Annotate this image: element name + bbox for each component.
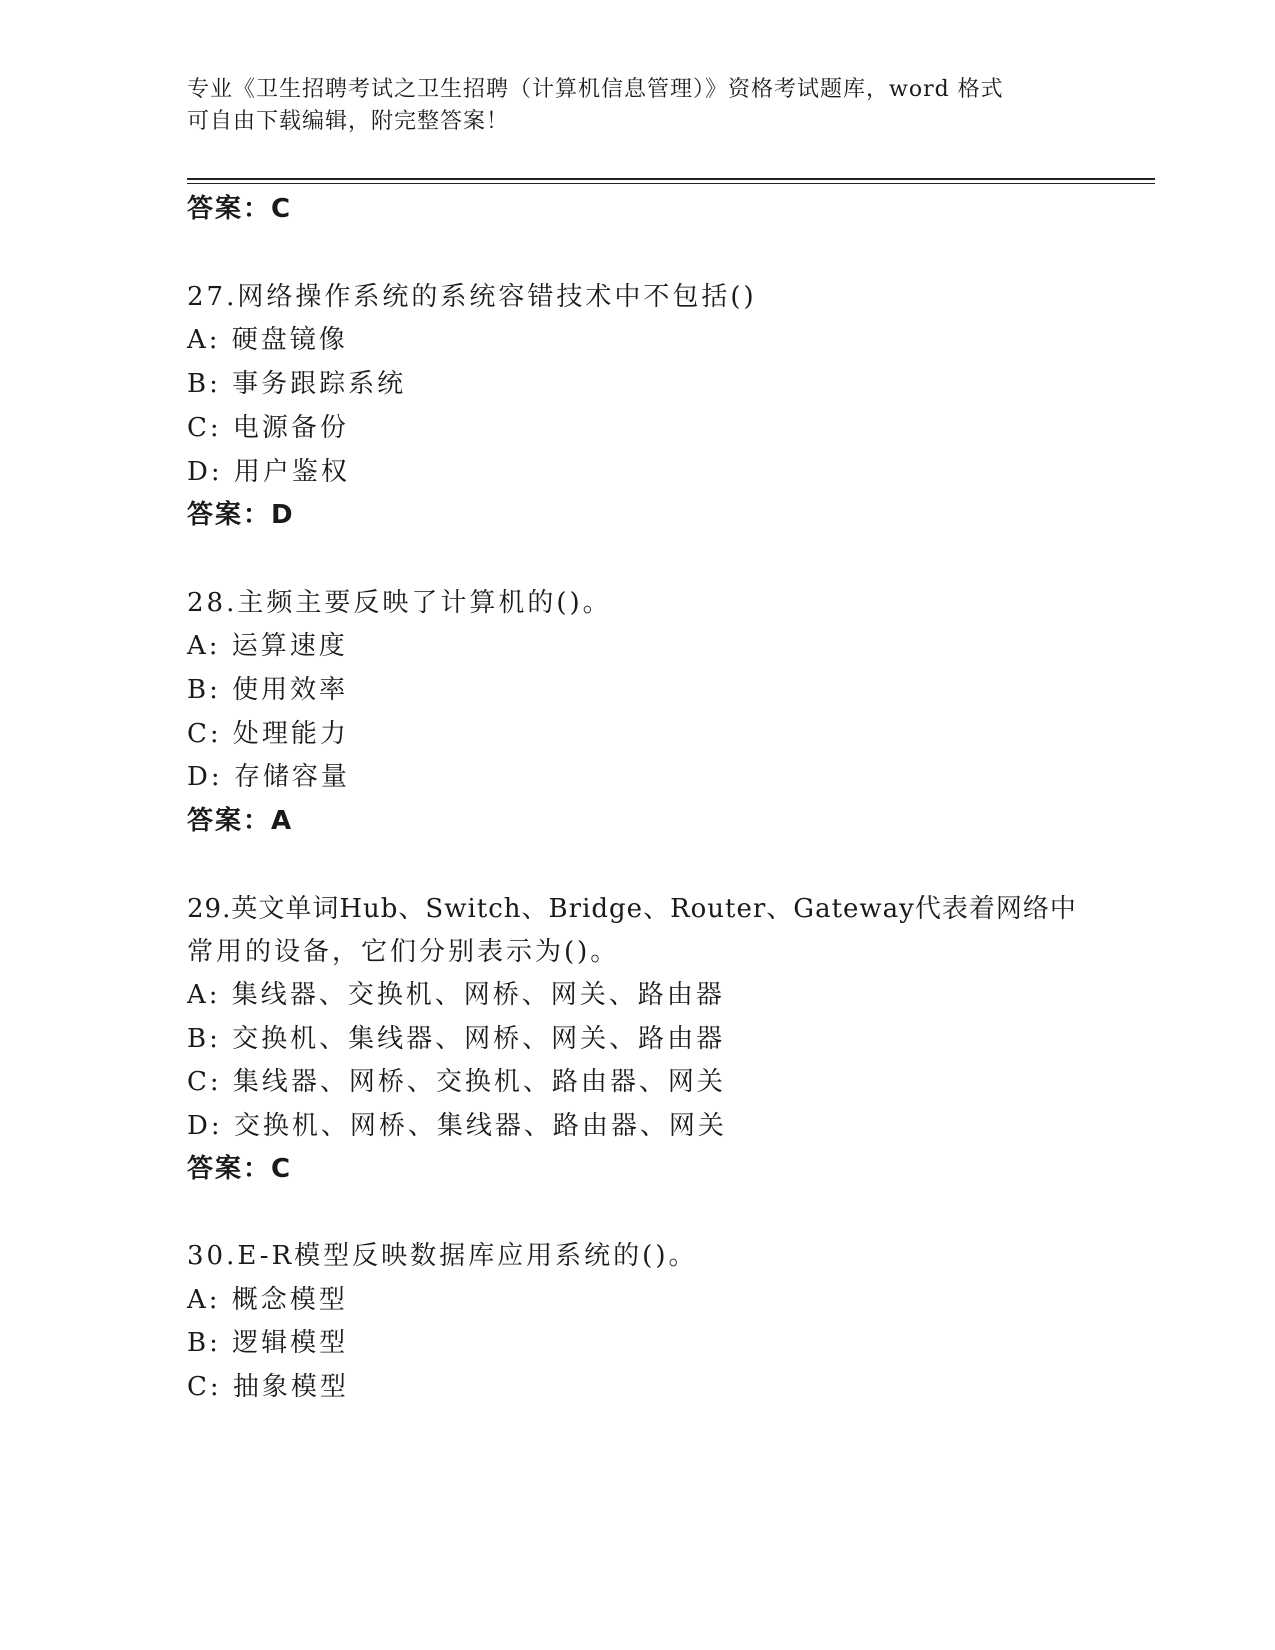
question-27-option-a: A: 硬盘镜像 — [187, 325, 348, 355]
question-27-option-b: B: 事务跟踪系统 — [187, 369, 407, 399]
question-29-option-a: A: 集线器、交换机、网桥、网关、路由器 — [187, 980, 725, 1010]
header-line-2: 可自由下载编辑，附完整答案！ — [187, 109, 510, 134]
question-28-stem: 28.主频主要反映了计算机的()。 — [187, 588, 612, 618]
question-29-stem-line-2: 常用的设备，它们分别表示为()。 — [187, 937, 620, 967]
question-28-option-b: B: 使用效率 — [187, 675, 349, 705]
previous-answer: 答案：C — [187, 194, 293, 224]
question-28-answer: 答案：A — [187, 806, 294, 836]
question-27-stem: 27.网络操作系统的系统容错技术中不包括() — [187, 282, 757, 312]
question-30-option-b: B: 逻辑模型 — [187, 1328, 349, 1358]
question-27-option-c: C: 电源备份 — [187, 413, 349, 443]
question-29-option-c: C: 集线器、网桥、交换机、路由器、网关 — [187, 1067, 726, 1097]
question-27-answer: 答案：D — [187, 500, 295, 530]
question-29-option-d: D: 交换机、网桥、集线器、路由器、网关 — [187, 1111, 727, 1141]
question-30-option-c: C: 抽象模型 — [187, 1372, 349, 1402]
document-header — [187, 74, 1087, 138]
header-line-1: 专业《卫生招聘考试之卫生招聘（计算机信息管理）》资格考试题库，word 格式 — [187, 77, 1004, 102]
question-28-option-a: A: 运算速度 — [187, 631, 348, 661]
header-rule-thick — [187, 178, 1155, 180]
question-28-option-d: D: 存储容量 — [187, 762, 350, 792]
question-30-stem: 30.E-R模型反映数据库应用系统的()。 — [187, 1241, 698, 1271]
question-29-stem-line-1: 29.英文单词Hub、Switch、Bridge、Router、Gateway代表着网络中 — [187, 894, 1077, 924]
question-30-option-a: A: 概念模型 — [187, 1285, 348, 1315]
header-rule-thin — [187, 183, 1155, 184]
question-29-option-b: B: 交换机、集线器、网桥、网关、路由器 — [187, 1024, 726, 1054]
question-29-answer: 答案：C — [187, 1154, 293, 1184]
question-27-option-d: D: 用户鉴权 — [187, 457, 350, 487]
question-28-option-c: C: 处理能力 — [187, 719, 349, 749]
